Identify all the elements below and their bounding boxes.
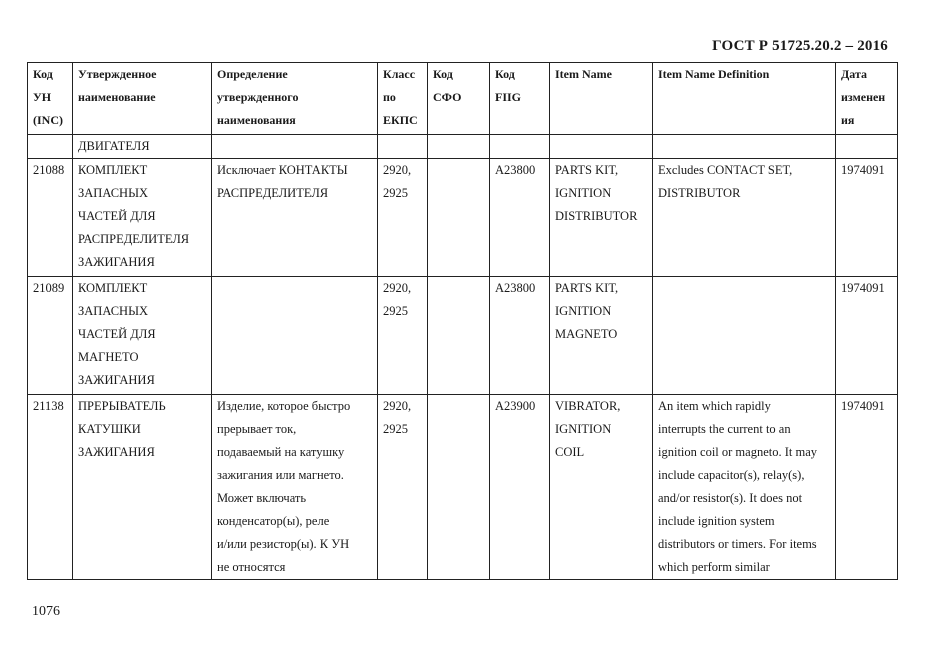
cell-inc: 21138 [28,395,73,580]
column-header-item-name-definition: Item Name Definition [653,63,836,135]
cell-item-def [653,277,836,395]
cell-class: 2920, 2925 [378,395,428,580]
cell-item-name: PARTS KIT, IGNITION MAGNETO [550,277,653,395]
cell-name: ПРЕРЫВАТЕЛЬ КАТУШКИ ЗАЖИГАНИЯ [73,395,212,580]
cell-definition [212,277,378,395]
column-header-sfo: Код СФО [428,63,490,135]
cell-item-name: VIBRATOR, IGNITION COIL [550,395,653,580]
cell-name: КОМПЛЕКТ ЗАПАСНЫХ ЧАСТЕЙ ДЛЯ РАСПРЕДЕЛИТЕЛЯ ЗАЖИГАНИЯ [73,159,212,277]
column-header-fiig: Код FIIG [490,63,550,135]
cell-sfo [428,395,490,580]
cell-name: ДВИГАТЕЛЯ [73,135,212,159]
cell-item-def: An item which rapidly interrupts the current to an ignition coil or magneto. It may include capacitor(s), relay(s), and/or resistor(s). It does not include ignition system distributors or timers. For items which perform similar [653,395,836,580]
cell-date: 1974091 [836,395,898,580]
cell-fiig [490,135,550,159]
table-row [28,395,898,580]
cell-class [378,135,428,159]
column-header-item-name: Item Name [550,63,653,135]
cell-fiig: A23800 [490,159,550,277]
cell-fiig: A23800 [490,277,550,395]
cell-class: 2920, 2925 [378,159,428,277]
cell-class: 2920, 2925 [378,277,428,395]
cell-sfo [428,135,490,159]
column-header-approved-name: Утвержденное наименование [73,63,212,135]
cell-sfo [428,159,490,277]
document-standard-header: ГОСТ Р 51725.20.2 – 2016 [712,38,888,54]
cell-definition: Исключает КОНТАКТЫ РАСПРЕДЕЛИТЕЛЯ [212,159,378,277]
cell-inc [28,135,73,159]
continuation-row [28,135,898,159]
nomenclature-table [27,62,898,580]
column-header-change-date: Дата изменен ия [836,63,898,135]
table-header-row [28,63,898,135]
table-row [28,159,898,277]
cell-sfo [428,277,490,395]
cell-date: 1974091 [836,159,898,277]
column-header-definition: Определение утвержденного наименования [212,63,378,135]
cell-item-def [653,135,836,159]
column-header-inc: Код УН (INC) [28,63,73,135]
page-number: 1076 [32,604,60,619]
cell-fiig: A23900 [490,395,550,580]
cell-date: 1974091 [836,277,898,395]
column-header-class: Класс по ЕКПС [378,63,428,135]
cell-item-name: PARTS KIT, IGNITION DISTRIBUTOR [550,159,653,277]
cell-definition: Изделие, которое быстро прерывает ток, подаваемый на катушку зажигания или магнето. Может включать конденсатор(ы), реле и/или резистор(ы). К УН не относятся [212,395,378,580]
cell-date [836,135,898,159]
table-row [28,277,898,395]
cell-item-name [550,135,653,159]
cell-inc: 21089 [28,277,73,395]
cell-item-def: Excludes CONTACT SET, DISTRIBUTOR [653,159,836,277]
cell-name: КОМПЛЕКТ ЗАПАСНЫХ ЧАСТЕЙ ДЛЯ МАГНЕТО ЗАЖИГАНИЯ [73,277,212,395]
cell-definition [212,135,378,159]
cell-inc: 21088 [28,159,73,277]
